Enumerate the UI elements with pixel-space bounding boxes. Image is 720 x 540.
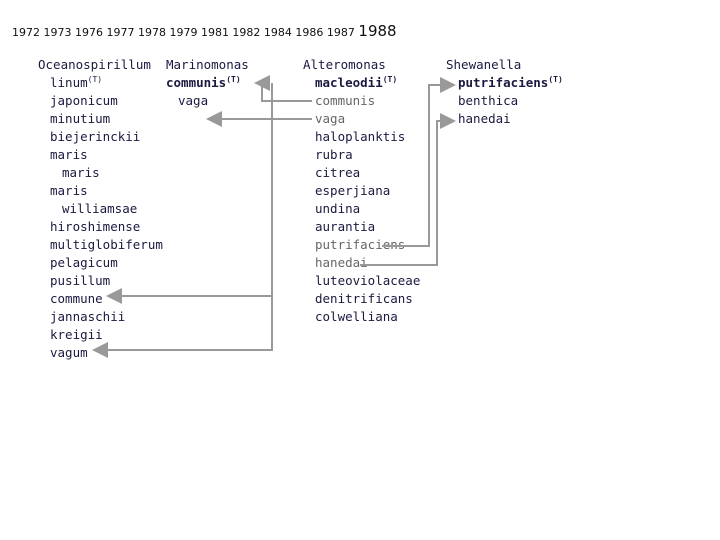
species-label: hanedai bbox=[315, 255, 368, 270]
species-label: putrifaciens bbox=[315, 237, 406, 252]
arrow-to-oceanospirillum-commune bbox=[108, 83, 272, 296]
species-label: maris bbox=[50, 147, 88, 162]
genus-name: Alteromonas bbox=[303, 57, 386, 72]
species-label: rubra bbox=[315, 147, 353, 162]
year-list: 1972 1973 1976 1977 1978 1979 1981 1982 1984 1986 1987 bbox=[12, 26, 355, 39]
species-label: hiroshimense bbox=[50, 219, 141, 234]
species-label: citrea bbox=[315, 165, 361, 180]
species-label: vaga bbox=[315, 111, 346, 126]
species-label: multiglobiferum bbox=[50, 237, 163, 252]
species-label: kreigii bbox=[50, 327, 103, 342]
species-label: minutium bbox=[50, 111, 111, 126]
species-label: communis bbox=[315, 93, 376, 108]
type-strain-marker: (T) bbox=[87, 74, 103, 84]
species-label: benthica bbox=[458, 93, 519, 108]
species-label: commune bbox=[50, 291, 103, 306]
species-label: biejerinckii bbox=[50, 129, 141, 144]
genus-name: Shewanella bbox=[446, 57, 522, 72]
arrow-communis-to-marinomonas bbox=[256, 83, 312, 101]
arrow-hanedai-to-shewanella bbox=[360, 121, 454, 265]
species-label: pusillum bbox=[50, 273, 111, 288]
species-label: japonicum bbox=[50, 93, 118, 108]
species-label: linum bbox=[50, 75, 88, 90]
species-label: haloplanktis bbox=[315, 129, 406, 144]
species-label: undina bbox=[315, 201, 361, 216]
species-label: denitrificans bbox=[315, 291, 413, 306]
species-label: maris bbox=[50, 183, 88, 198]
species-label: vagum bbox=[50, 345, 88, 360]
species-label: luteoviolaceae bbox=[315, 273, 421, 288]
species-label: communis bbox=[166, 75, 227, 90]
species-label: maris bbox=[62, 165, 100, 180]
species-label: macleodii bbox=[315, 75, 383, 90]
type-strain-marker: (T) bbox=[226, 74, 241, 84]
type-strain-marker: (T) bbox=[548, 74, 563, 84]
species-label: jannaschii bbox=[50, 309, 126, 324]
species-label: williamsae bbox=[62, 201, 138, 216]
species-label: esperjiana bbox=[315, 183, 391, 198]
species-label: vaga bbox=[178, 93, 209, 108]
type-strain-marker: (T) bbox=[382, 74, 398, 84]
arrow-to-oceanospirillum-vagum bbox=[94, 296, 272, 350]
species-label: hanedai bbox=[458, 111, 511, 126]
species-label: colwelliana bbox=[315, 309, 398, 324]
year-1988: 1988 bbox=[358, 22, 397, 40]
species-label: pelagicum bbox=[50, 255, 118, 270]
species-label: aurantia bbox=[315, 219, 376, 234]
genus-name: Marinomonas bbox=[166, 57, 249, 72]
species-label: putrifaciens bbox=[458, 75, 549, 90]
arrow-putrifaciens-to-shewanella bbox=[382, 85, 454, 246]
genus-name: Oceanospirillum bbox=[38, 57, 151, 72]
